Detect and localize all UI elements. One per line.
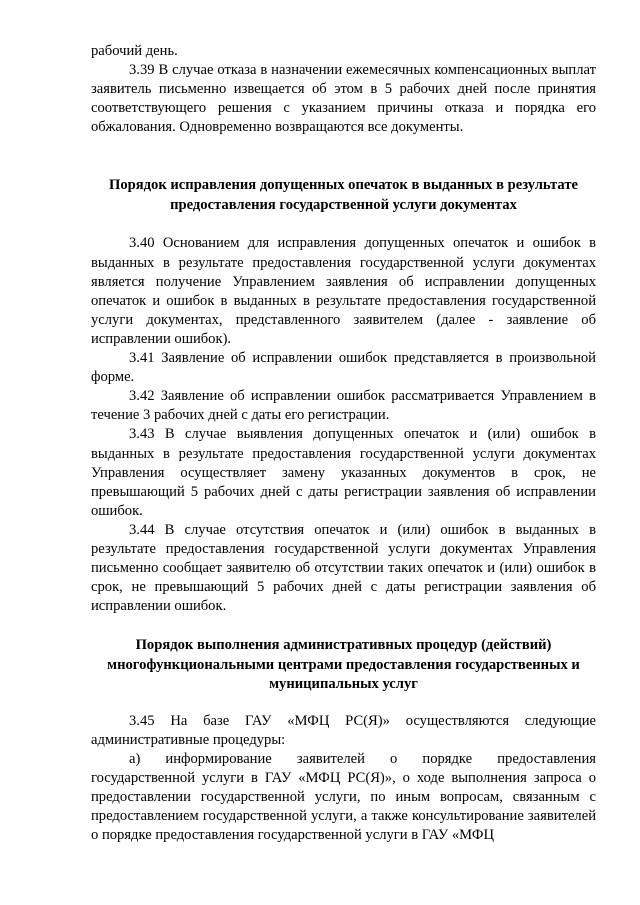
document-body bbox=[91, 42, 596, 846]
paragraph-3-45: 3.45 На базе ГАУ «МФЦ РС(Я)» осуществляются следующие административные процедуры: bbox=[91, 712, 596, 748]
paragraph-3-42: 3.42 Заявление об исправлении ошибок рассматривается Управлением в течение 3 рабочих дней с даты его регистрации. bbox=[91, 388, 596, 424]
paragraph-item-a: а) информирование заявителей о порядке предоставления государственной услуги в ГАУ «МФЦ РС(Я)», о ходе выполнения запроса о предоставлении государственной услуги, по иным вопросам, связанным с предоставлением государственной услуги, а также консультирование заявителей о порядке предоставления государственной услуги в ГАУ «МФЦ bbox=[91, 751, 596, 844]
paragraph-3-44: 3.44 В случае отсутствия опечаток и (или) ошибок в выданных в результате предоставления государственной услуги документах Управления письменно сообщает заявителю об отсутствии таких опечаток и (или) ошибок в срок, не превышающий 5 рабочих дней с даты регистрации заявления об исправлении ошибок. bbox=[91, 521, 596, 615]
spacer bbox=[91, 137, 596, 176]
paragraph-3-43: 3.43 В случае выявления допущенных опечаток и (или) ошибок в выданных в результате предоставления государственной услуги документах Управления осуществляет замену указанных документов в срок, не превышающий 5 рабочих дней с даты регистрации заявления об исправлении ошибок. bbox=[91, 426, 596, 519]
paragraph-3-40: 3.40 Основанием для исправления допущенных опечаток и ошибок в выданных в результате предоставления государственной услуги документах является получение Управлением заявления об исправлении допущенных опечаток и ошибок в выданных в результате предоставления государственной услуги документах, представленного заявителем (далее - заявление об исправлении ошибок). bbox=[91, 235, 596, 347]
heading-line: Порядок исправления допущенных опечаток в выданных в результате bbox=[109, 177, 578, 194]
paragraph-3-41: 3.41 Заявление об исправлении ошибок представляется в произвольной форме. bbox=[91, 350, 596, 386]
paragraph-3-39: 3.39 В случае отказа в назначении ежемесячных компенсационных выплат заявитель письменно извещается об этом в 5 рабочих дней после принятия соответствующего решения с указанием причины отказа и порядка его обжалования. Одновременно возвращаются все документы. bbox=[91, 62, 596, 136]
spacer bbox=[91, 616, 596, 636]
heading-line: Порядок выполнения административных процедур (действий) bbox=[135, 637, 552, 654]
section-heading-corrections bbox=[91, 176, 596, 215]
heading-line: муниципальных услуг bbox=[269, 676, 418, 693]
spacer bbox=[91, 695, 596, 712]
heading-line: многофункциональными центрами предоставления государственных и bbox=[107, 656, 580, 673]
spacer bbox=[91, 215, 596, 234]
paragraph-continuation: рабочий день. bbox=[91, 43, 178, 59]
heading-line: предоставления государственной услуги документах bbox=[170, 196, 517, 213]
section-heading-mfc-procedures bbox=[91, 636, 596, 695]
